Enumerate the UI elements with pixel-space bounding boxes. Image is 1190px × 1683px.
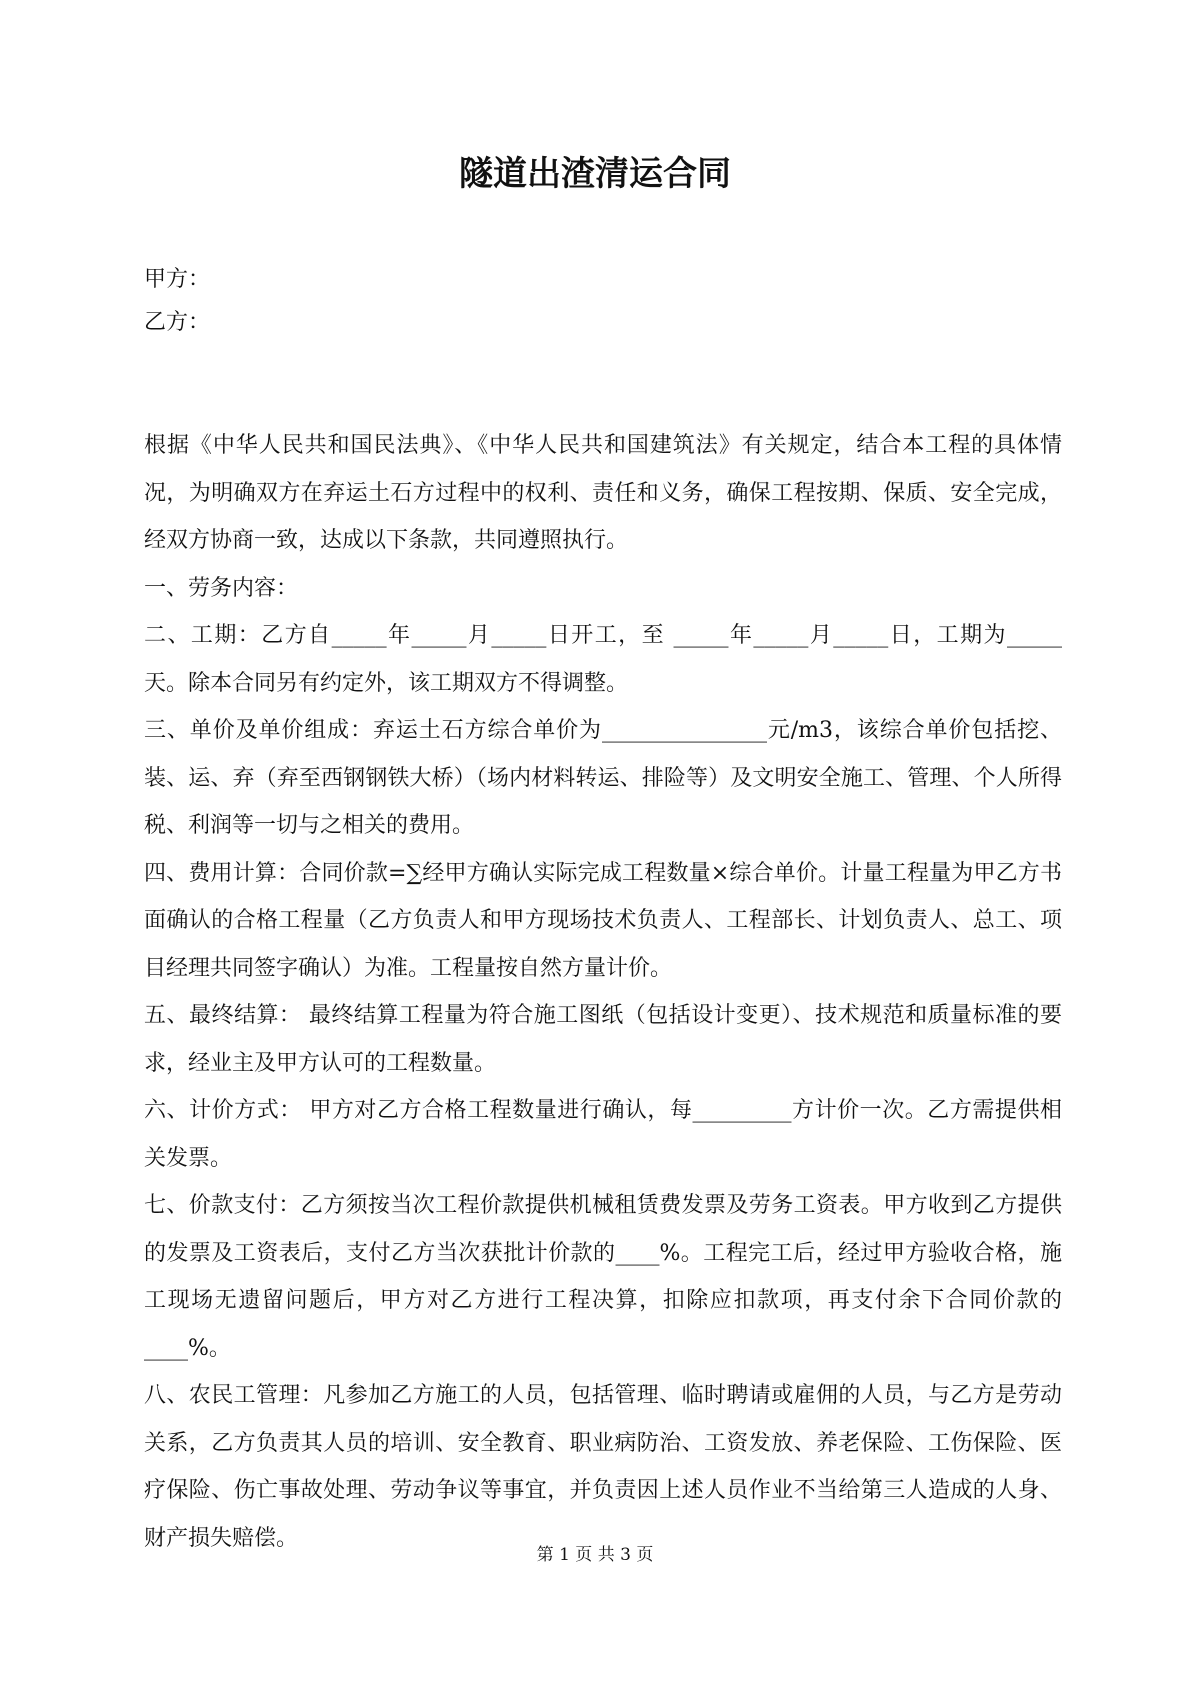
party-b-label: 乙方： bbox=[144, 310, 211, 335]
document-title: 隧道出渣清运合同 bbox=[459, 154, 731, 194]
clause-5-final-settlement: 五、最终结算： 最终结算工程量为符合施工图纸（包括设计变更）、技术规范和质量标准的要求，经业主及甲方认可的工程数量。 bbox=[144, 1003, 1062, 1076]
clause-1-labor-content: 一、劳务内容： bbox=[144, 575, 299, 601]
page-number-footer: 第 1 页 共 3 页 bbox=[536, 1545, 654, 1565]
party-a-label: 甲方： bbox=[144, 267, 211, 292]
clause-8-worker-management: 八、农民工管理：凡参加乙方施工的人员，包括管理、临时聘请或雇佣的人员，与乙方是劳动关系，乙方负责其人员的培训、安全教育、职业病防治、工资发放、养老保险、工伤保险、医疗保险、伤亡事故处理、劳动争议等事宜，并负责因上述人员作业不当给第三人造成的人身、财产损失赔偿。 bbox=[144, 1383, 1062, 1551]
preamble-paragraph: 根据《中华人民共和国民法典》、《中华人民共和国建筑法》有关规定，结合本工程的具体情况，为明确双方在弃运土石方过程中的权利、责任和义务，确保工程按期、保质、安全完成，经双方协商一致，达成以下条款，共同遵照执行。 bbox=[144, 433, 1062, 553]
clause-6-pricing-method: 六、计价方式： 甲方对乙方合格工程数量进行确认，每_________方计价一次。乙方需提供相关发票。 bbox=[144, 1098, 1062, 1171]
clause-2-schedule: 二、工期：乙方自_____年_____月_____日开工，至 _____年_____月_____日，工期为_____天。除本合同另有约定外，该工期双方不得调整。 bbox=[144, 623, 1062, 696]
clause-7-payment: 七、价款支付：乙方须按当次工程价款提供机械租赁费发票及劳务工资表。甲方收到乙方提供的发票及工资表后，支付乙方当次获批计价款的____%。工程完工后，经过甲方验收合格，施工现场无遗留问题后，甲方对乙方进行工程决算，扣除应扣款项，再支付余下合同价款的____%。 bbox=[144, 1193, 1062, 1361]
clause-3-unit-price: 三、单价及单价组成：弃运土石方综合单价为_______________元/m3，该综合单价包括挖、装、运、弃（弃至西钢钢铁大桥）（场内材料转运、排险等）及文明安全施工、管理、个人所得税、利润等一切与之相关的费用。 bbox=[144, 718, 1062, 838]
contract-body bbox=[144, 422, 1062, 1562]
clause-4-cost-calculation: 四、费用计算：合同价款=∑经甲方确认实际完成工程数量×综合单价。计量工程量为甲乙方书面确认的合格工程量（乙方负责人和甲方现场技术负责人、工程部长、计划负责人、总工、项目经理共同签字确认）为准。工程量按自然方量计价。 bbox=[144, 860, 1062, 981]
